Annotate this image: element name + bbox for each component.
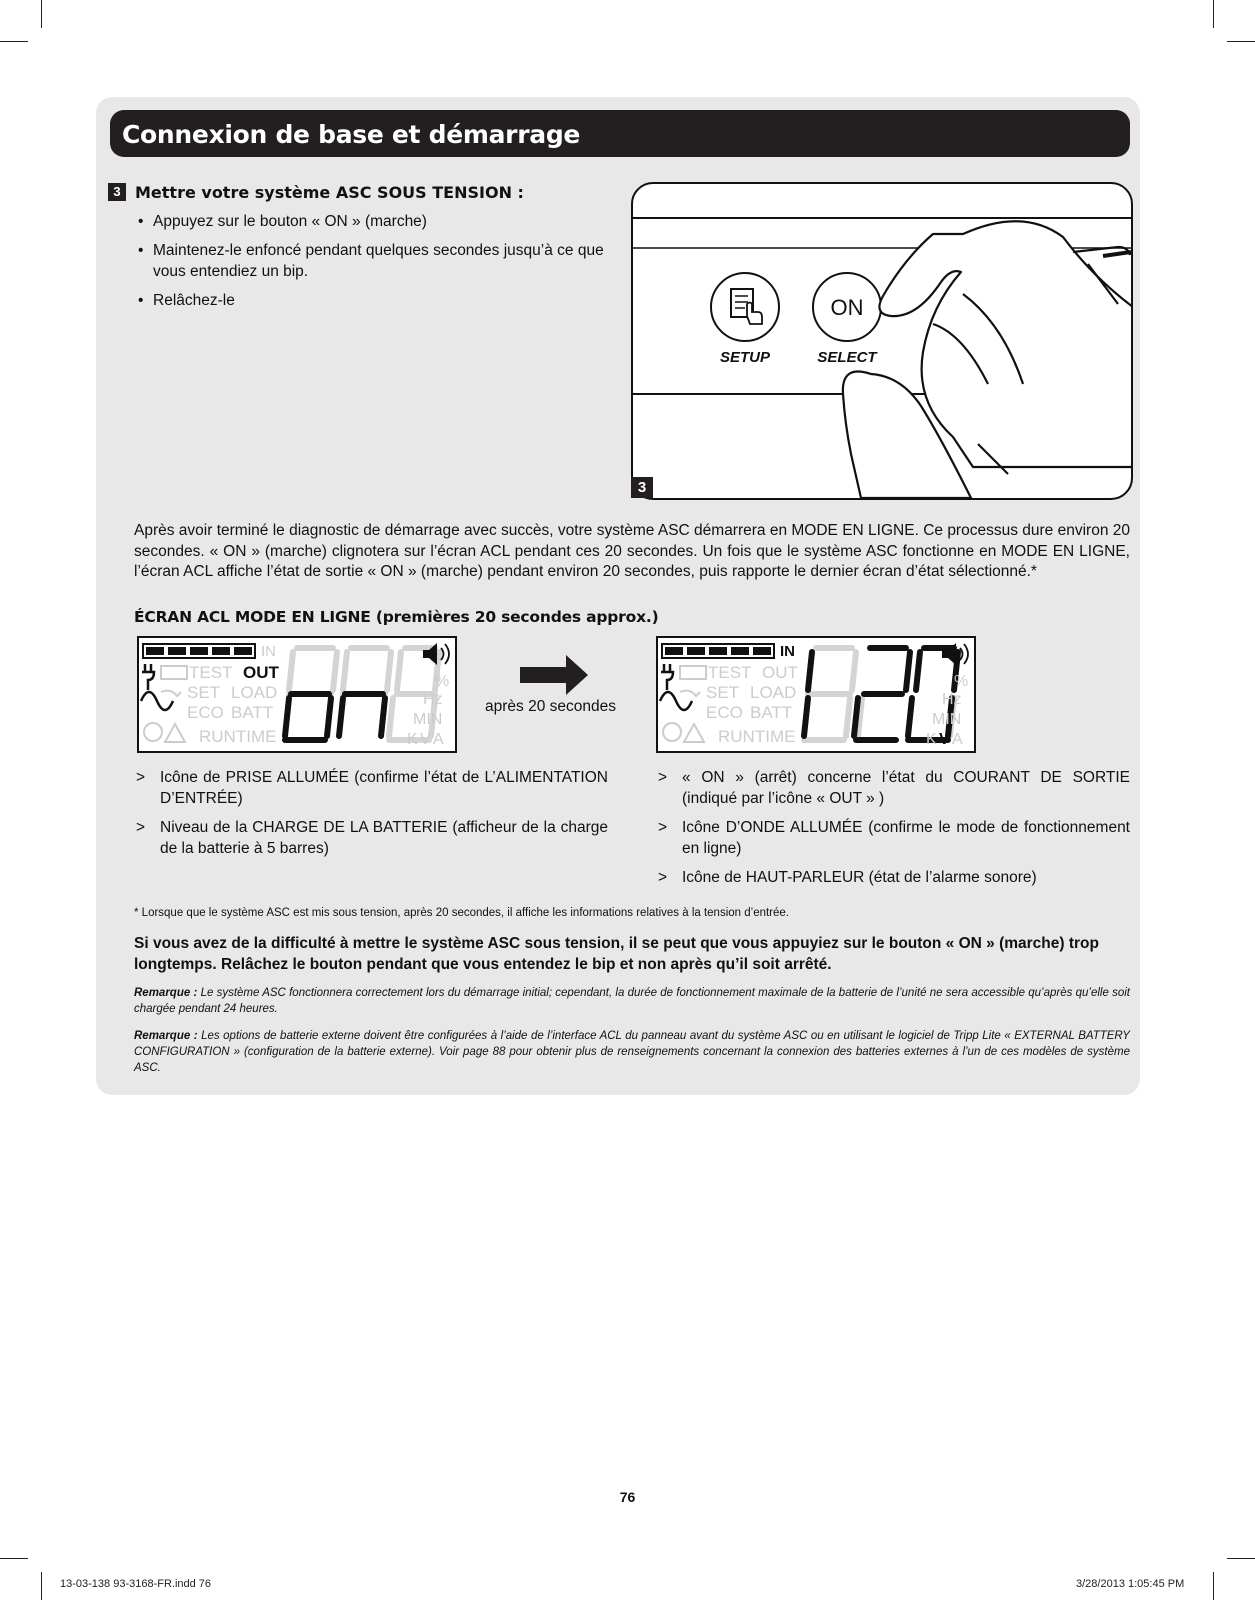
lcd-runtime-label: RUNTIME bbox=[199, 727, 277, 746]
arrow-label: après 20 secondes bbox=[485, 698, 616, 715]
lcd-in-label: IN bbox=[780, 643, 795, 660]
slug-right: 3/28/2013 1:05:45 PM bbox=[1076, 1578, 1185, 1590]
digit-o bbox=[285, 694, 331, 740]
crop-mark bbox=[0, 41, 28, 42]
step-number-badge: 3 bbox=[108, 183, 126, 201]
crop-mark bbox=[0, 1558, 28, 1559]
lcd-section-heading: ÉCRAN ACL MODE EN LIGNE (premières 20 secondes approx.) bbox=[134, 608, 659, 626]
lcd-eco-label: ECO bbox=[706, 703, 743, 722]
remark-label: Remarque : bbox=[134, 987, 198, 999]
warning-icon bbox=[165, 724, 185, 742]
battery-icon bbox=[161, 666, 187, 679]
lcd-a-label: A bbox=[433, 731, 444, 748]
digit-n bbox=[339, 694, 385, 736]
crop-mark bbox=[1227, 1558, 1255, 1559]
section-title: Connexion de base et démarrage bbox=[122, 120, 581, 149]
note-item: > « ON » (arrêt) concerne l’état du COURANT DE SORTIE (indiqué par l’icône « OUT » ) bbox=[656, 767, 1130, 809]
lcd-hz-label: Hz bbox=[423, 691, 443, 708]
step-heading: Mettre votre système ASC SOUS TENSION : bbox=[135, 183, 524, 202]
digit-2 bbox=[854, 648, 910, 740]
remark-text: Le système ASC fonctionnera correctement lors du démarrage initial; cependant, la durée de fonctionnement maximale de la batterie de l’unité ne sera accessible qu’après qu’elle soit chargée pendant 24 heures. bbox=[134, 987, 1130, 1015]
lcd-eco-label: ECO bbox=[187, 703, 224, 722]
select-label: SELECT bbox=[817, 349, 877, 366]
remark-label: Remarque : bbox=[134, 1030, 198, 1042]
lcd-test-label: TEST bbox=[189, 663, 233, 682]
warning-text: Si vous avez de la difficulté à mettre le système ASC sous tension, il se peut que vous appuyiez sur le bouton « ON » (marche) trop longtemps. Relâchez le bouton pendant que vous entendez le bip et non après qu’il soit arrêté. bbox=[134, 935, 1099, 973]
bullet-item: • Appuyez sur le bouton « ON » (marche) bbox=[132, 211, 617, 232]
fault-icon bbox=[663, 723, 681, 741]
lcd-test-label: TEST bbox=[708, 663, 752, 682]
bullet-item: • Relâchez-le bbox=[132, 290, 617, 311]
lcd-k-label: K bbox=[407, 731, 418, 748]
lcd-min-label: MIN bbox=[932, 711, 962, 728]
remark-text: Les options de batterie externe doivent être configurées à l’aide de l’interface ACL du panneau avant du système ASC ou en utilisant le logiciel de Tripp Lite « EXTERNAL BATTERY CONFIGURATION » (configuration de la batterie externe). Voir page 88 pour obtenir plus de renseignements concernant la connexion des batteries externes à l’un de ces modèles de système ASC. bbox=[134, 1030, 1130, 1074]
note-item: > Icône D’ONDE ALLUMÉE (confirme le mode de fonctionnement en ligne) bbox=[656, 817, 1130, 859]
crop-mark bbox=[1213, 1572, 1214, 1600]
lcd-display-before bbox=[137, 636, 457, 753]
page-number: 76 bbox=[619, 1489, 636, 1505]
lcd-set-label: SET bbox=[187, 683, 221, 702]
figure-number-badge: 3 bbox=[631, 477, 653, 498]
setup-button[interactable] bbox=[711, 273, 779, 341]
wave-icon bbox=[141, 692, 173, 710]
lcd-batt-label: BATT bbox=[750, 703, 793, 722]
setup-label: SETUP bbox=[719, 349, 771, 366]
notes-right bbox=[656, 767, 1130, 896]
power-on-illustration bbox=[631, 182, 1133, 500]
warning-icon bbox=[684, 724, 704, 742]
front-panel-drawing bbox=[633, 184, 1131, 498]
lcd-v-label: V bbox=[420, 731, 431, 748]
lcd-load-label: LOAD bbox=[750, 683, 797, 702]
fault-icon bbox=[144, 723, 162, 741]
crop-mark bbox=[41, 1572, 42, 1600]
lcd-k-label: K bbox=[926, 731, 937, 748]
note-item: > Icône de HAUT-PARLEUR (état de l’alarme sonore) bbox=[656, 867, 1130, 888]
crop-mark bbox=[1227, 41, 1255, 42]
plug-icon bbox=[661, 664, 673, 690]
wave-icon bbox=[660, 692, 692, 710]
lcd-percent-label: % bbox=[954, 673, 969, 690]
notes-left bbox=[134, 767, 608, 867]
lcd-load-label: LOAD bbox=[231, 683, 278, 702]
battery-bars bbox=[143, 644, 255, 658]
remark-2 bbox=[134, 1028, 1130, 1076]
note-item: > Icône de PRISE ALLUMÉE (confirme l’état de L’ALIMENTATION D’ENTRÉE) bbox=[134, 767, 608, 809]
lcd-min-label: MIN bbox=[413, 711, 443, 728]
lcd-a-label: A bbox=[952, 731, 963, 748]
section-title-bar bbox=[110, 110, 1130, 157]
lcd-hz-label: Hz bbox=[942, 691, 962, 708]
crop-mark bbox=[41, 0, 42, 28]
lcd-v-label: V bbox=[939, 731, 950, 748]
lcd-batt-label: BATT bbox=[231, 703, 274, 722]
hand-drawing bbox=[843, 221, 1131, 498]
battery-icon bbox=[680, 666, 706, 679]
plug-icon bbox=[142, 664, 154, 690]
lcd-percent-label: % bbox=[435, 673, 450, 690]
slug-left: 13-03-138 93-3168-FR.indd 76 bbox=[60, 1578, 212, 1590]
bullet-item: • Maintenez-le enfoncé pendant quelques secondes jusqu’à ce que vous entendiez un bip. bbox=[132, 240, 617, 282]
battery-bars bbox=[662, 644, 774, 658]
lcd-in-label: IN bbox=[261, 643, 276, 660]
startup-paragraph: Après avoir terminé le diagnostic de démarrage avec succès, votre système ASC démarrera en MODE EN LIGNE. Ce processus dure environ 20 secondes. « ON » (marche) clignotera sur l’écran ACL pendant ces 20 secondes. Un fois que le système ASC fonctionne en MODE EN LIGNE, l’écran ACL affiche l’état de sortie « ON » (marche) pendant environ 20 secondes, puis rapporte le dernier écran d’état sélectionné.* bbox=[134, 522, 1130, 580]
lcd-display-after bbox=[656, 636, 976, 753]
lcd-out-label: OUT bbox=[243, 663, 279, 682]
remark-1 bbox=[134, 985, 1130, 1017]
crop-mark bbox=[1213, 0, 1214, 28]
arrow-right-icon bbox=[520, 655, 590, 700]
lcd-runtime-label: RUNTIME bbox=[718, 727, 796, 746]
note-item: > Niveau de la CHARGE DE LA BATTERIE (afficheur de la charge de la batterie à 5 barres) bbox=[134, 817, 608, 859]
step-bullets bbox=[132, 211, 617, 319]
lcd-set-label: SET bbox=[706, 683, 740, 702]
on-button-label: ON bbox=[830, 295, 864, 320]
footnote: * Lorsque que le système ASC est mis sous tension, après 20 secondes, il affiche les informations relatives à la tension d’entrée. bbox=[134, 907, 790, 919]
lcd-out-label: OUT bbox=[762, 663, 798, 682]
